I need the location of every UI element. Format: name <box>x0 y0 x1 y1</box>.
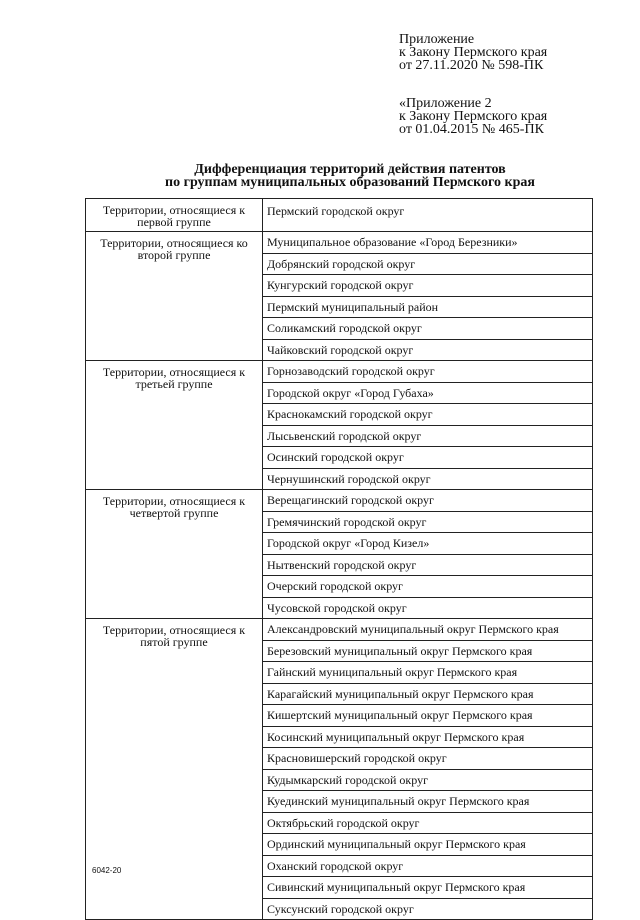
territory-name: Березовский муниципальный округ Пермского края <box>263 640 593 662</box>
group-label: Территории, относящиеся к первой группе <box>86 199 263 232</box>
territory-name: Сивинский муниципальный округ Пермского края <box>263 877 593 899</box>
territory-name: Муниципальное образование «Город Березники» <box>263 232 593 254</box>
territory-name: Оханский городской округ <box>263 855 593 877</box>
territory-name: Октябрьский городской округ <box>263 812 593 834</box>
territory-name: Куединский муниципальный округ Пермского края <box>263 791 593 813</box>
territory-name: Пермский муниципальный район <box>263 296 593 318</box>
territory-name: Лысьвенский городской округ <box>263 425 593 447</box>
territory-name: Краснокамский городской округ <box>263 404 593 426</box>
territory-name: Кунгурский городской округ <box>263 275 593 297</box>
title-line: по группам муниципальных образований Пермского края <box>165 175 535 190</box>
appendix-header-line: к Закону Пермского края <box>399 109 548 124</box>
territory-name: Соликамский городской округ <box>263 318 593 340</box>
territory-name: Красновишерский городской округ <box>263 748 593 770</box>
table-row <box>86 619 593 641</box>
territory-name: Нытвенский городской округ <box>263 554 593 576</box>
territory-name: Верещагинский городской округ <box>263 490 593 512</box>
territory-name: Ординский муниципальный округ Пермского края <box>263 834 593 856</box>
territory-name: Чайковский городской округ <box>263 339 593 361</box>
appendix-header <box>399 33 629 72</box>
territory-name: Осинский городской округ <box>263 447 593 469</box>
territory-name: Кишертский муниципальный округ Пермского края <box>263 705 593 727</box>
territory-name: Горнозаводский городской округ <box>263 361 593 383</box>
footer-code: 6042-20 <box>92 866 122 875</box>
territory-name: Гремячинский городской округ <box>263 511 593 533</box>
territory-name: Кудымкарский городской округ <box>263 769 593 791</box>
group-label: Территории, относящиеся к пятой группе <box>86 619 263 920</box>
territory-name: Добрянский городской округ <box>263 253 593 275</box>
territory-name: Чусовской городской округ <box>263 597 593 619</box>
territory-name: Городской округ «Город Кизел» <box>263 533 593 555</box>
appendix-header-line: от 01.04.2015 № 465-ПК <box>399 122 544 137</box>
territory-name: Александровский муниципальный округ Пермского края <box>263 619 593 641</box>
group-label: Территории, относящиеся к четвертой группе <box>86 490 263 619</box>
territory-name: Суксунский городской округ <box>263 898 593 920</box>
title-line: Дифференциация территорий действия патентов <box>194 162 506 177</box>
appendix-header-line: «Приложение 2 <box>399 96 492 111</box>
appendix-header-line: к Закону Пермского края <box>399 45 548 60</box>
group-label: Территории, относящиеся к третьей группе <box>86 361 263 490</box>
territory-name: Очерский городской округ <box>263 576 593 598</box>
group-label: Территории, относящиеся ко второй группе <box>86 232 263 361</box>
territory-name: Гайнский муниципальный округ Пермского края <box>263 662 593 684</box>
territory-name: Пермский городской округ <box>263 199 593 232</box>
appendix-header-line: Приложение <box>399 32 475 47</box>
table-row <box>86 199 593 232</box>
appendix-header-line: от 27.11.2020 № 598-ПК <box>399 58 544 73</box>
territory-name: Косинский муниципальный округ Пермского края <box>263 726 593 748</box>
territories-table <box>85 198 593 920</box>
table-row <box>86 490 593 512</box>
document-title <box>80 163 620 189</box>
territory-name: Городской округ «Город Губаха» <box>263 382 593 404</box>
territory-name: Карагайский муниципальный округ Пермского края <box>263 683 593 705</box>
appendix-2-header <box>399 97 629 136</box>
territory-name: Чернушинский городской округ <box>263 468 593 490</box>
table-row <box>86 361 593 383</box>
table-row <box>86 232 593 254</box>
